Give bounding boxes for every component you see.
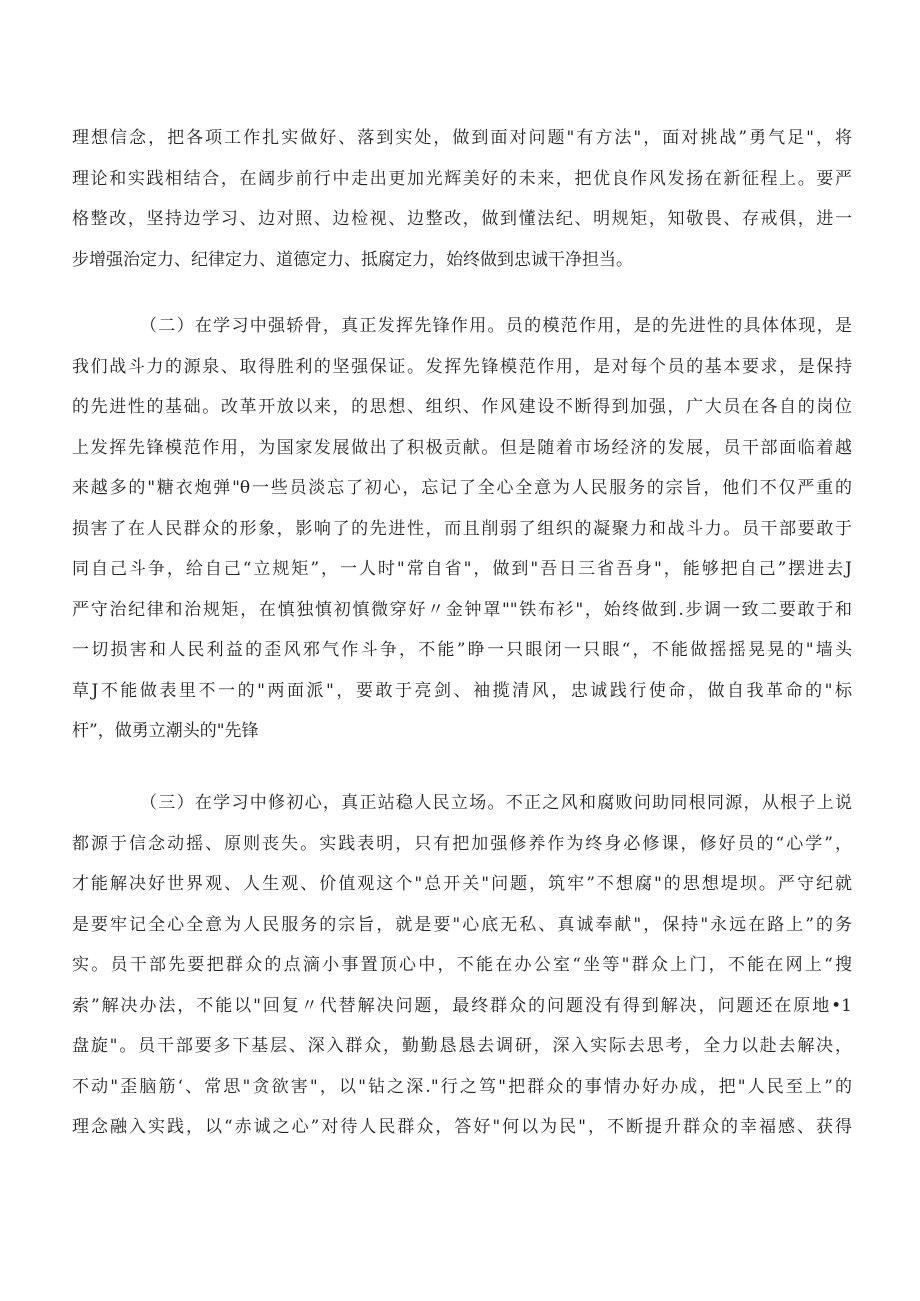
paragraph-line: 步增强治定力、纪律定力、道德定力、抵腐定力，始终做到忠诚干净担当。 — [72, 249, 633, 270]
paragraph-1 — [72, 118, 852, 280]
paragraph-line: 理想信念，把各项工作扎实做好、落到实处，做到面对问题"有方法"，面对挑战”勇气足"，将 — [72, 128, 852, 148]
paragraph-line: 索”解决办法，不能以"回复〃代替解决问题，最终群众的问题没有得到解决，问题还在原地•1 — [72, 995, 852, 1016]
paragraph-line: 都源于信念动摇、原则丧失。实践表明，只有把加强修养作为终身必修课，修好员的“心学”， — [72, 833, 852, 854]
paragraph-line: 格整改，坚持边学习、边对照、边检视、边整改，做到懂法纪、明规矩，知敬畏、存戒俱，进一 — [72, 209, 852, 229]
paragraph-line: 一切损害和人民利益的歪风邪气作斗争，不能”睁一只眼闭一只眼“，不能做摇摇晃晃的"墙头 — [72, 640, 852, 660]
paragraph-line: 严守治纪律和治规矩，在慎独慎初慎微穿好〃金钟罩""铁布衫"，始终做到.步调一致二要敢于和 — [72, 599, 852, 620]
paragraph-line: 的先进性的基础。改革开放以来，的思想、组织、作风建设不断得到加强，广大员在各自的岗位 — [72, 397, 852, 417]
paragraph-line: 损害了在人民群众的形象，影响了的先进性，而且削弱了组织的凝聚力和战斗力。员干部要敢于 — [72, 518, 852, 539]
paragraph-line: （三）在学习中修初心，真正站稳人民立场。不正之风和腐败问助同根同源，从根子上说 — [140, 793, 852, 813]
paragraph-line: 草J不能做表里不一的"两面派"，要敢于亮剑、袖揽清风，忠诚践行使命，做自我革命的"标 — [72, 680, 852, 701]
paragraph-line: 上发挥先锋模范作用，为国家发展做出了积极贡献。但是随着市场经济的发展，员干部面临着越 — [72, 437, 852, 458]
paragraph-line: （二）在学习中强轿骨，真正发挥先锋作用。员的模范作用，是的先进性的具体体现，是 — [140, 316, 852, 336]
paragraph-line: 是要牢记全心全意为人民服务的宗旨，就是要"心底无私、真诚奉献"，保持"永远在路上”的务 — [72, 914, 852, 935]
paragraph-3 — [72, 783, 852, 1148]
paragraph-line: 来越多的"糖衣炮弹"θ一些员淡忘了初心，忘记了全心全意为人民服务的宗旨，他们不仅严重的 — [72, 478, 852, 498]
paragraph-line: 实。员干部先要把群众的点滴小事置顶心中，不能在办公室“坐等"群众上门，不能在网上“搜 — [72, 955, 852, 975]
paragraph-2 — [72, 306, 852, 752]
paragraph-line: 盘旋"。员干部要多下基层、深入群众，勤勤恳恳去调研，深入实际去思考，全力以赴去解决， — [72, 1036, 852, 1056]
paragraph-line: 杆”，做勇立潮头的"先锋 — [72, 721, 259, 741]
paragraph-line: 同自己斗争，给自己“立规矩”，一人时"常自省"，做到"吾日三省吾身"，能够把自己”摆进去J — [72, 559, 852, 579]
paragraph-line: 理论和实践相结合，在阔步前行中走出更加光辉美好的未来，把优良作风发扬在新征程上。要严 — [72, 168, 852, 189]
paragraph-line: 理念融入实践，以“赤诚之心”对待人民群众，答好"何以为民"，不断提升群众的幸福感、获得 — [72, 1117, 852, 1137]
paragraph-line: 不动"歪脑筋‘、常思"贪欲害"，以"钻之深."行之笃"把群众的事情办好办成，把"人民至上”的 — [72, 1076, 852, 1097]
paragraph-line: 我们战斗力的源泉、取得胜利的坚强保证。发挥先锋模范作用，是对每个员的基本要求，是保持 — [72, 356, 852, 377]
paragraph-line: 才能解决好世界观、人生观、价值观这个"总开关"问题，筑牢”不想腐"的思想堤坝。严守纪就 — [72, 874, 852, 894]
